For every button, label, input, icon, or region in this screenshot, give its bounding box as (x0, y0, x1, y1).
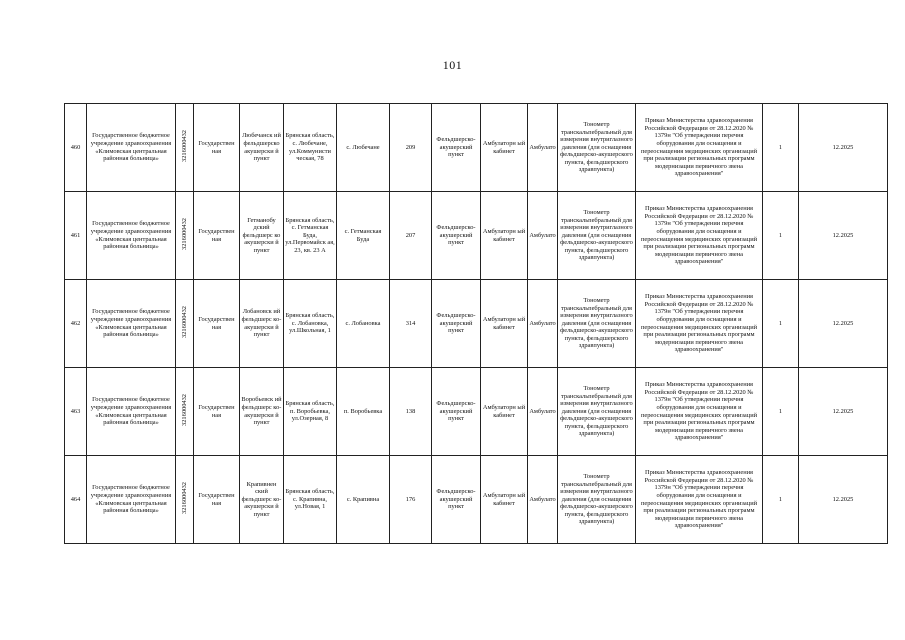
inn-vertical-text: 3216000432 (180, 130, 188, 163)
regulatory-order-cell: Приказ Министерства здравоохранения Российской Федерации от 28.12.2020 № 1379н "Об утверждении перечня оборудования для оснащения и переоснащения медицинских организаций при реализации региональных программ модернизации первичного звена здравоохранения" (636, 192, 763, 280)
facility-name-cell: Любечанск ий фельдшерско акушерски й пункт (240, 104, 284, 192)
facility-address-cell: Брянская область, с. Лобановка, ул.Школьная, 1 (284, 280, 337, 368)
facility-type-cell: Фельдшерско-акушерский пункт (432, 456, 481, 544)
equipment-quantity-cell: 1 (763, 192, 799, 280)
ownership-form-cell: Государствен ная (194, 368, 240, 456)
facility-name-cell: Лобановск ий фельдшерс ко-акушерски й пункт (240, 280, 284, 368)
organization-name-cell: Государственное бюджетное учреждение здравоохранения «Климовская центральная районная больница» (87, 456, 176, 544)
regulatory-order-cell: Приказ Министерства здравоохранения Российской Федерации от 28.12.2020 № 1379н "Об утверждении перечня оборудования для оснащения и переоснащения медицинских организаций при реализации региональных программ модернизации первичного звена здравоохранения" (636, 104, 763, 192)
inn-vertical-text: 3216000432 (180, 394, 188, 427)
facility-type-cell: Фельдшерско-акушерский пункт (432, 192, 481, 280)
facility-name-cell: Воробьевск ий фельдшерс ко-акушерски й пункт (240, 368, 284, 456)
ownership-form-cell: Государствен ная (194, 104, 240, 192)
organization-inn-cell (176, 104, 194, 192)
page-number: 101 (442, 58, 463, 72)
inn-vertical-text: 3216000432 (180, 482, 188, 515)
inn-vertical-text: 3216000432 (180, 306, 188, 339)
care-mode-cell: Амбулато (528, 192, 558, 280)
row-number-cell: 464 (65, 456, 87, 544)
row-number-cell: 461 (65, 192, 87, 280)
delivery-date-cell: 12.2025 (799, 192, 888, 280)
row-number-cell: 462 (65, 280, 87, 368)
regulatory-order-cell: Приказ Министерства здравоохранения Российской Федерации от 28.12.2020 № 1379н "Об утверждении перечня оборудования для оснащения и переоснащения медицинских организаций при реализации региональных программ модернизации первичного звена здравоохранения" (636, 368, 763, 456)
settlement-name-cell: с. Крапивна (337, 456, 390, 544)
table-row (65, 192, 888, 280)
organization-name-cell: Государственное бюджетное учреждение здравоохранения «Климовская центральная районная больница» (87, 104, 176, 192)
population-count-cell: 207 (390, 192, 432, 280)
table-row (65, 280, 888, 368)
equipment-quantity-cell: 1 (763, 280, 799, 368)
ownership-form-cell: Государствен ная (194, 456, 240, 544)
room-type-cell: Амбулаторн ый кабинет (481, 456, 528, 544)
regulatory-order-cell: Приказ Министерства здравоохранения Российской Федерации от 28.12.2020 № 1379н "Об утверждении перечня оборудования для оснащения и переоснащения медицинских организаций при реализации региональных программ модернизации первичного звена здравоохранения" (636, 456, 763, 544)
room-type-cell: Амбулаторн ый кабинет (481, 104, 528, 192)
facility-address-cell: Брянская область, п. Воробьевка, ул.Озерная, 8 (284, 368, 337, 456)
regulatory-order-cell: Приказ Министерства здравоохранения Российской Федерации от 28.12.2020 № 1379н "Об утверждении перечня оборудования для оснащения и переоснащения медицинских организаций при реализации региональных программ модернизации первичного звена здравоохранения" (636, 280, 763, 368)
delivery-date-cell: 12.2025 (799, 104, 888, 192)
equipment-quantity-cell: 1 (763, 368, 799, 456)
population-count-cell: 138 (390, 368, 432, 456)
row-number-cell: 460 (65, 104, 87, 192)
delivery-date-cell: 12.2025 (799, 456, 888, 544)
organization-inn-cell (176, 456, 194, 544)
row-number-cell: 463 (65, 368, 87, 456)
organization-name-cell: Государственное бюджетное учреждение здравоохранения «Климовская центральная районная больница» (87, 368, 176, 456)
facility-type-cell: Фельдшерско-акушерский пункт (432, 280, 481, 368)
equipment-quantity-cell: 1 (763, 456, 799, 544)
room-type-cell: Амбулаторн ый кабинет (481, 192, 528, 280)
equipment-name-cell: Тонометр транскальпебральный для измерения внутриглазного давления (для оснащения фельдшерско-акушерского пункта, фельдшерского здравпункта) (558, 104, 636, 192)
equipment-name-cell: Тонометр транскальпебральный для измерения внутриглазного давления (для оснащения фельдшерско-акушерского пункта, фельдшерского здравпункта) (558, 192, 636, 280)
care-mode-cell: Амбулато (528, 280, 558, 368)
room-type-cell: Амбулаторн ый кабинет (481, 368, 528, 456)
organization-name-cell: Государственное бюджетное учреждение здравоохранения «Климовская центральная районная больница» (87, 192, 176, 280)
equipment-register-table (64, 103, 888, 544)
equipment-name-cell: Тонометр транскальпебральный для измерения внутриглазного давления (для оснащения фельдшерско-акушерского пункта, фельдшерского здравпункта) (558, 368, 636, 456)
care-mode-cell: Амбулато (528, 456, 558, 544)
table-row (65, 104, 888, 192)
table-row (65, 456, 888, 544)
organization-inn-cell (176, 280, 194, 368)
ownership-form-cell: Государствен ная (194, 192, 240, 280)
care-mode-cell: Амбулато (528, 368, 558, 456)
organization-inn-cell (176, 192, 194, 280)
facility-address-cell: Брянская область, с. Любечане, ул.Коммунисти ческая, 78 (284, 104, 337, 192)
settlement-name-cell: с. Лобановка (337, 280, 390, 368)
equipment-name-cell: Тонометр транскальпебральный для измерения внутриглазного давления (для оснащения фельдшерско-акушерского пункта, фельдшерского здравпункта) (558, 280, 636, 368)
delivery-date-cell: 12.2025 (799, 368, 888, 456)
delivery-date-cell: 12.2025 (799, 280, 888, 368)
settlement-name-cell: п. Воробьевка (337, 368, 390, 456)
equipment-name-cell: Тонометр транскальпебральный для измерения внутриглазного давления (для оснащения фельдшерско-акушерского пункта, фельдшерского здравпункта) (558, 456, 636, 544)
table-row (65, 368, 888, 456)
facility-name-cell: Гетманобу дский фельдшерс ко акушерски й пункт (240, 192, 284, 280)
facility-name-cell: Крапивнен ский фельдшерс ко-акушерски й пункт (240, 456, 284, 544)
population-count-cell: 314 (390, 280, 432, 368)
room-type-cell: Амбулаторн ый кабинет (481, 280, 528, 368)
facility-type-cell: Фельдшерско-акушерский пункт (432, 368, 481, 456)
inn-vertical-text: 3216000432 (180, 218, 188, 251)
organization-name-cell: Государственное бюджетное учреждение здравоохранения «Климовская центральная районная больница» (87, 280, 176, 368)
population-count-cell: 176 (390, 456, 432, 544)
equipment-quantity-cell: 1 (763, 104, 799, 192)
care-mode-cell: Амбулато (528, 104, 558, 192)
ownership-form-cell: Государствен ная (194, 280, 240, 368)
settlement-name-cell: с. Любечане (337, 104, 390, 192)
facility-address-cell: Брянская область, с. Крапивна, ул.Новая, 1 (284, 456, 337, 544)
population-count-cell: 209 (390, 104, 432, 192)
organization-inn-cell (176, 368, 194, 456)
facility-address-cell: Брянская область, с. Гетманская Буда, ул.Первомайск ая, 23, кв. 23 А (284, 192, 337, 280)
facility-type-cell: Фельдшерско-акушерский пункт (432, 104, 481, 192)
settlement-name-cell: с. Гетманская Буда (337, 192, 390, 280)
